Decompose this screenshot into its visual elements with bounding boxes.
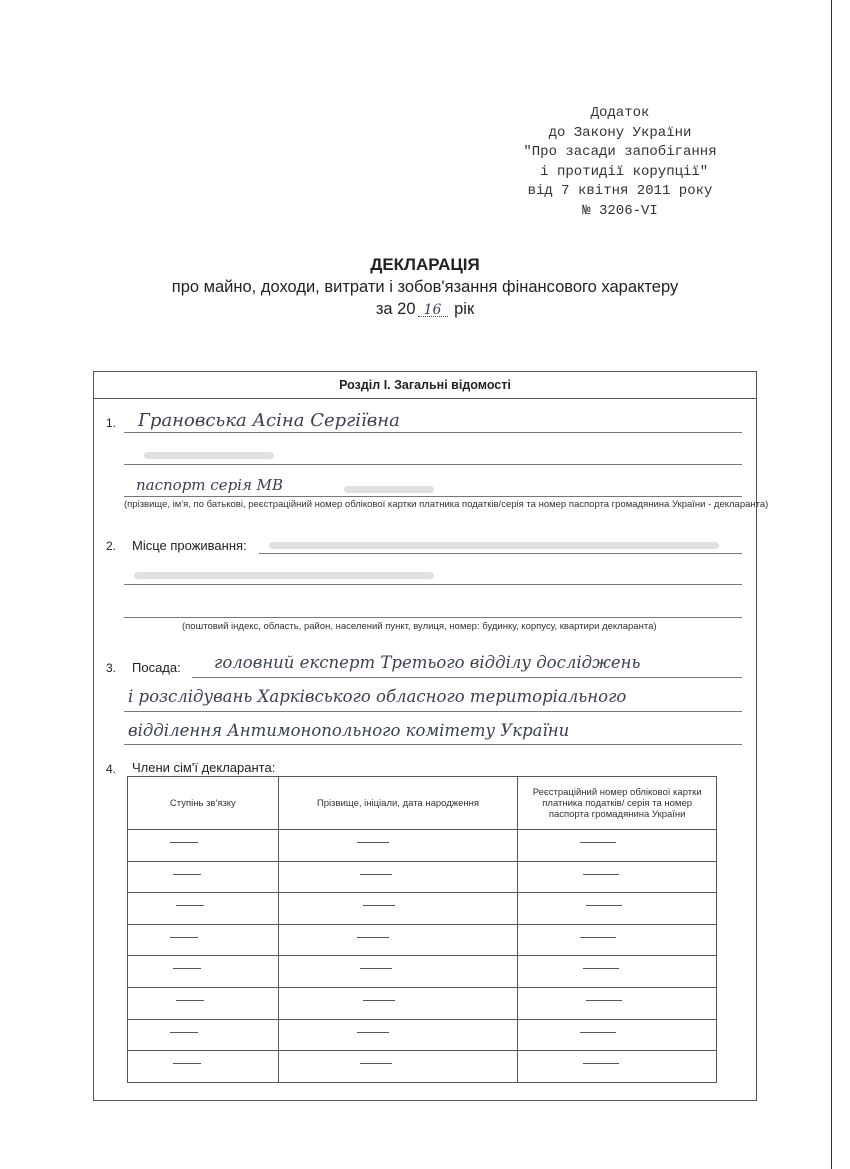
table-cell	[128, 830, 279, 862]
empty-dash-mark	[173, 968, 201, 969]
empty-dash-mark	[586, 905, 622, 906]
item2-label: Місце проживання:	[132, 538, 247, 553]
item1-line-2	[124, 464, 742, 465]
empty-dash-mark	[580, 1032, 616, 1033]
annex-line: Додаток	[590, 105, 650, 121]
table-cell	[518, 893, 717, 925]
item2-line-1	[259, 553, 742, 554]
table-cell	[128, 1051, 279, 1083]
document-subtitle: про майно, доходи, витрати і зобов'язання фінансового характеру	[171, 278, 679, 296]
redacted-address-1	[269, 542, 719, 549]
table-row	[128, 893, 717, 925]
table-row	[128, 830, 717, 862]
scan-edge-line	[831, 0, 832, 1169]
item2-line-2	[124, 584, 742, 585]
item3-line-1	[192, 677, 742, 678]
empty-dash-mark	[360, 968, 392, 969]
table-cell	[278, 1019, 518, 1051]
year-prefix: за 20	[375, 300, 416, 318]
table-row	[128, 987, 717, 1019]
table-cell	[128, 956, 279, 988]
annex-line: до Закону України	[548, 124, 692, 141]
empty-dash-mark	[170, 937, 198, 938]
section-heading: Розділ І. Загальні відомості	[94, 372, 756, 399]
year-field	[416, 300, 450, 319]
empty-dash-mark	[173, 1063, 201, 1064]
declaration-year-line	[0, 300, 850, 319]
annex-line: № 3206-VI	[582, 202, 658, 219]
empty-dash-mark	[357, 1032, 389, 1033]
year-value: 16	[423, 302, 442, 318]
item3-label: Посада:	[132, 660, 181, 675]
table-cell	[518, 987, 717, 1019]
item2-line-3	[124, 617, 742, 618]
item3-number: 3.	[106, 661, 117, 675]
item1-caption: (прізвище, ім'я, по батькові, реєстраційний номер облікової картки платника податків/серія та номер паспорта громадянина України - декларанта)	[124, 499, 769, 510]
table-cell	[128, 987, 279, 1019]
year-suffix: рік	[454, 300, 475, 318]
table-cell	[278, 956, 518, 988]
empty-dash-mark	[170, 1032, 198, 1033]
table-cell	[518, 924, 717, 956]
table-row	[128, 861, 717, 893]
empty-dash-mark	[357, 842, 389, 843]
table-row	[128, 1051, 717, 1083]
redacted-passport-number	[344, 486, 434, 493]
item1-line-3	[124, 496, 742, 497]
table-cell	[278, 987, 518, 1019]
annex-line: "Про засади запобігання	[523, 144, 717, 160]
item3-line-2	[124, 711, 742, 712]
empty-dash-mark	[586, 1000, 622, 1001]
empty-dash-mark	[583, 874, 619, 875]
table-cell	[278, 893, 518, 925]
table-cell	[128, 861, 279, 893]
column-header-tax-number: Реєстраційний номер облікової картки платника податків/ серія та номер паспорта громадянина України	[518, 777, 717, 830]
document-title: ДЕКЛАРАЦІЯ	[370, 255, 480, 274]
table-cell	[278, 924, 518, 956]
empty-dash-mark	[357, 937, 389, 938]
table-cell	[518, 861, 717, 893]
passport-label: паспорт серія МВ	[136, 476, 284, 494]
redacted-address-2	[134, 572, 434, 579]
item4-number: 4.	[106, 762, 117, 776]
item3-line-3	[124, 744, 742, 745]
column-header-name: Прізвище, ініціали, дата народження	[278, 777, 518, 830]
item1-number: 1.	[106, 416, 117, 430]
position-line-2: і розслідувань Харківського обласного територіального	[128, 687, 627, 706]
annex-line: і протидії корупції"	[531, 163, 709, 180]
empty-dash-mark	[580, 842, 616, 843]
table-row	[128, 1019, 717, 1051]
position-line-3: відділення Антимонопольного комітету України	[128, 721, 570, 740]
empty-dash-mark	[580, 937, 616, 938]
empty-dash-mark	[360, 1063, 392, 1064]
table-row	[128, 924, 717, 956]
table-cell	[278, 861, 518, 893]
table-cell	[518, 1019, 717, 1051]
family-members-table	[127, 776, 717, 1083]
table-cell	[518, 1051, 717, 1083]
annex-block	[470, 104, 770, 221]
section-frame	[93, 371, 769, 1101]
empty-dash-mark	[363, 1000, 395, 1001]
table-cell	[128, 893, 279, 925]
item2-caption: (поштовий індекс, область, район, населений пункт, вулиця, номер: будинку, корпусу, квартири декларанта)	[182, 621, 657, 632]
table-cell	[518, 956, 717, 988]
table-cell	[518, 830, 717, 862]
table-cell	[278, 830, 518, 862]
column-header-relation: Ступінь зв'язку	[128, 777, 279, 830]
item1-line-1	[124, 432, 742, 433]
family-members-body	[128, 830, 717, 1083]
item2-number: 2.	[106, 539, 117, 553]
table-cell	[278, 1051, 518, 1083]
redacted-tax-number	[144, 452, 274, 459]
position-line-1: головний експерт Третього відділу досліджень	[214, 653, 641, 672]
table-row	[128, 956, 717, 988]
table-cell	[128, 924, 279, 956]
empty-dash-mark	[173, 874, 201, 875]
table-cell	[128, 1019, 279, 1051]
empty-dash-mark	[583, 1063, 619, 1064]
empty-dash-mark	[176, 1000, 204, 1001]
annex-line: від 7 квітня 2011 року	[527, 183, 713, 199]
empty-dash-mark	[583, 968, 619, 969]
declarant-name: Грановська Асіна Сергіївна	[138, 410, 400, 431]
empty-dash-mark	[360, 874, 392, 875]
empty-dash-mark	[176, 905, 204, 906]
empty-dash-mark	[170, 842, 198, 843]
empty-dash-mark	[363, 905, 395, 906]
item4-label: Члени сім'ї декларанта:	[132, 760, 276, 775]
